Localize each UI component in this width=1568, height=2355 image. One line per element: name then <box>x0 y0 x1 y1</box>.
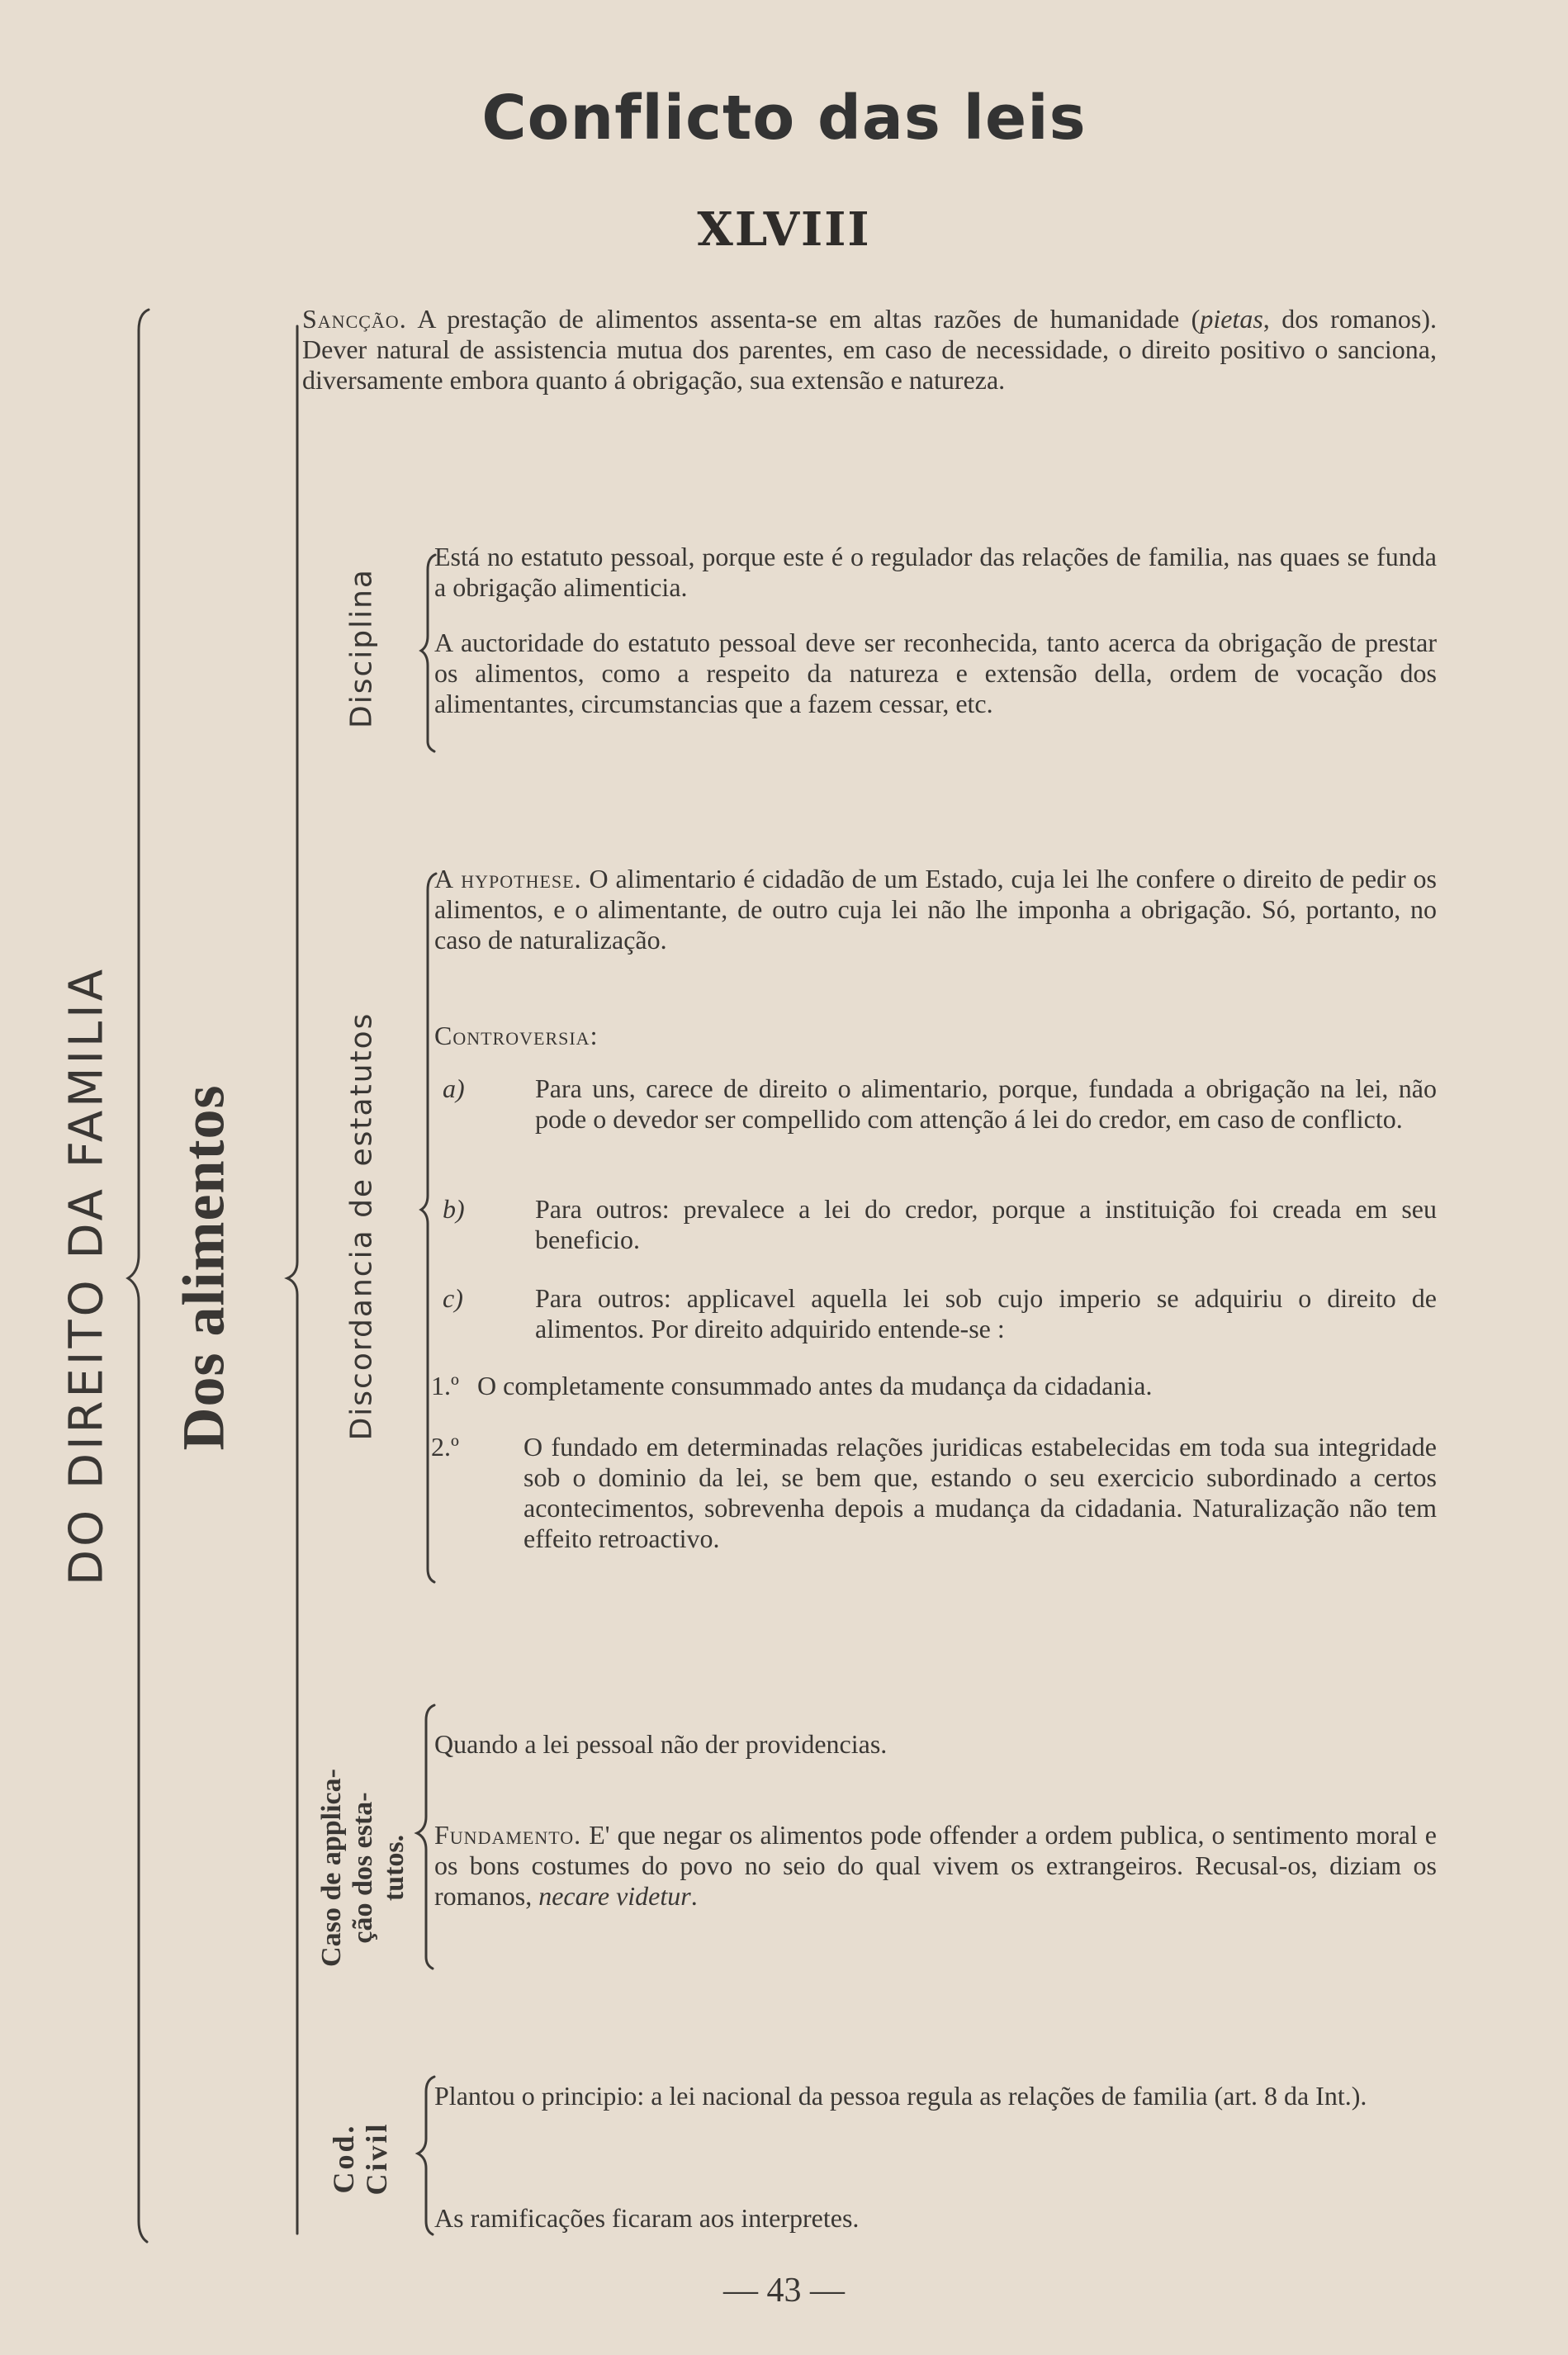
cod-label-line: Cod. <box>327 2123 360 2194</box>
codigo-paragraph-1 <box>434 2081 1437 2111</box>
fundamento-label: Fundamento. <box>434 1820 582 1850</box>
controversia-heading <box>434 1021 1437 1051</box>
item-b <box>443 1194 1437 1255</box>
cod-label-line: Civil <box>360 2121 393 2196</box>
codigo-text-1: Plantou o principio: a lei nacional da pessoa regula as relações de familia (art. 8 da Int.). <box>434 2081 1367 2111</box>
sanccao-text: A prestação de alimentos assenta-se em altas razões de humanidade ( <box>417 304 1201 334</box>
sanccao-paragraph <box>302 304 1437 396</box>
page-number: — 43 — <box>723 2272 845 2310</box>
disciplina-paragraph-1 <box>434 542 1437 603</box>
item-1-text: O completamente consummado antes da mudança da cidadania. <box>477 1371 1153 1400</box>
item-2-text: O fundado em determinadas relações juridicas estabelecidas em toda sua integridade sob o dominio da lei, se bem que, estando o seu exercicio subordinado a certos acontecimentos, sobrevenha depois a mudança da cidadania. Naturalização não tem effeito retroactivo. <box>523 1432 1437 1553</box>
discordancia-label: Discordancia de estatutos <box>344 1012 379 1441</box>
necare-term: necare videtur <box>538 1881 691 1911</box>
codigo-text-2: As ramificações ficaram aos interpretes. <box>434 2203 860 2233</box>
hypothese-text: O alimentario é cidadão de um Estado, cuja lei lhe confere o direito de pedir os alimentos, e o alimentante, de outro cuja lei não lhe imponha a obrigação. Só, portanto, no caso de naturalização. <box>434 864 1438 955</box>
fundamento-paragraph <box>434 1820 1437 1912</box>
item-b-marker: b) <box>443 1194 465 1224</box>
sanccao-text-2: , dos romanos). Dever natural de assistencia mutua dos parentes, em caso de necessidade, o direito positivo o sanciona, diversamente embora quanto á obrigação, sua extensão e natureza. <box>302 304 1438 395</box>
section-number: XLVIII <box>697 202 871 257</box>
alimentos-label: Dos alimentos <box>170 1084 237 1451</box>
item-c-marker: c) <box>443 1283 463 1313</box>
disciplina-text-1: Está no estatuto pessoal, porque este é o regulador das relações de familia, nas quaes se funda a obrigação alimenticia. <box>434 542 1437 602</box>
hypothese-paragraph <box>434 864 1437 955</box>
sanccao-label: Sancção. <box>302 304 407 334</box>
item-c <box>443 1283 1437 1344</box>
controversia-label: Controversia: <box>434 1021 599 1050</box>
hypothese-label: A hypothese. <box>434 864 582 893</box>
item-1-marker: 1.º <box>431 1371 459 1400</box>
fundamento-text: E' que negar os alimentos pode offender a ordem publica, o sentimento moral e os bons costumes do povo no seio do qual vivem os extrangeiros. Recusal-os, diziam os romanos, <box>434 1820 1438 1911</box>
disciplina-label: Disciplina <box>344 567 379 729</box>
item-2 <box>431 1432 1437 1554</box>
item-a-marker: a) <box>443 1073 465 1103</box>
disciplina-text-2: A auctoridade do estatuto pessoal deve ser reconhecida, tanto acerca da obrigação de prestar os alimentos, como a respeito da natureza e extensão della, ordem de vocação dos alimentantes, circumstancias que a fazem cessar, etc. <box>434 628 1437 718</box>
item-c-text: Para outros: applicavel aquella lei sob cujo imperio se adquiriu o direito de alimentos. Por direito adquirido entende-se : <box>535 1283 1437 1343</box>
caso-label <box>316 1769 410 1967</box>
item-2-marker: 2.º <box>431 1432 459 1462</box>
pietas-term: pietas <box>1200 304 1263 334</box>
caso-text-1: Quando a lei pessoal não der providencias. <box>434 1729 888 1759</box>
disciplina-paragraph-2 <box>434 628 1437 719</box>
codigo-civil-label <box>327 2121 393 2195</box>
item-a <box>443 1073 1437 1135</box>
item-1 <box>431 1371 1437 1401</box>
caso-paragraph-1 <box>434 1729 1437 1760</box>
page-title: Conflicto das leis <box>481 83 1087 154</box>
caso-label-line: Caso de applica- <box>316 1769 347 1967</box>
caso-label-line: tutos. <box>379 1834 410 1902</box>
item-b-text: Para outros: prevalece a lei do credor, porque a instituição foi creada em seu beneficio. <box>535 1194 1437 1254</box>
family-law-label: DO DIREITO DA FAMILIA <box>59 965 114 1586</box>
fundamento-end: . <box>690 1881 698 1911</box>
item-a-text: Para uns, carece de direito o alimentario, porque, fundada a obrigação na lei, não pode o devedor ser compellido com attenção á lei do credor, em caso de conflicto. <box>535 1073 1437 1134</box>
caso-label-line: ção dos esta- <box>348 1792 378 1944</box>
codigo-paragraph-2 <box>434 2203 1437 2234</box>
